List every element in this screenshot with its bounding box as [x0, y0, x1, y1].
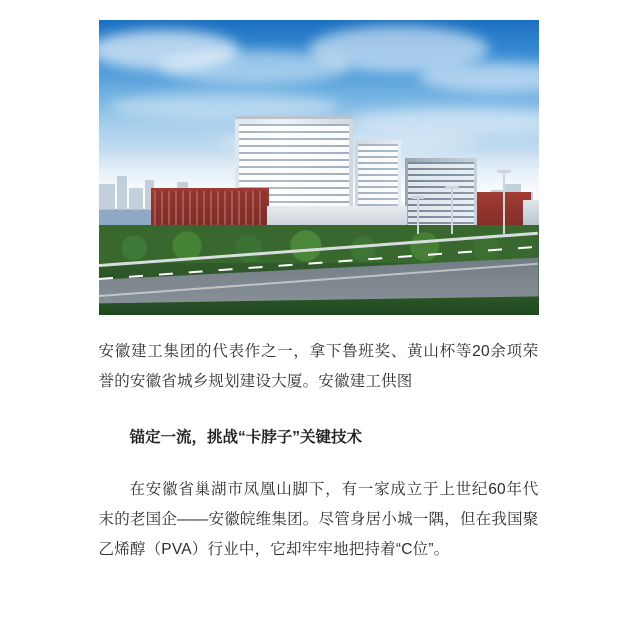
- street-light-pole: [451, 186, 453, 234]
- grey-block-tower: [405, 158, 477, 230]
- street-light-pole: [503, 170, 505, 234]
- building-photo: [99, 20, 539, 315]
- article-figure: [0, 20, 637, 315]
- article-container: [0, 20, 637, 633]
- body-paragraph: 在安徽省巢湖市凤凰山脚下，有一家成立于上世纪60年代末的老国企——安徽皖维集团。尽管身居小城一隅，但在我国聚乙烯醇（PVA）行业中，它却牢牢地把持着“C位”。: [98, 481, 539, 558]
- low-building-right: [523, 200, 539, 228]
- tree-row: [99, 225, 539, 263]
- figure-caption: 安徽建工集团的代表作之一，拿下鲁班奖、黄山杯等20余项荣誉的安徽省城乡规划建设大厦。安徽建工供图: [98, 343, 539, 390]
- street-light-pole: [417, 196, 419, 234]
- section-subheading: 锚定一流，挑战“卡脖子”关键技术: [129, 429, 363, 446]
